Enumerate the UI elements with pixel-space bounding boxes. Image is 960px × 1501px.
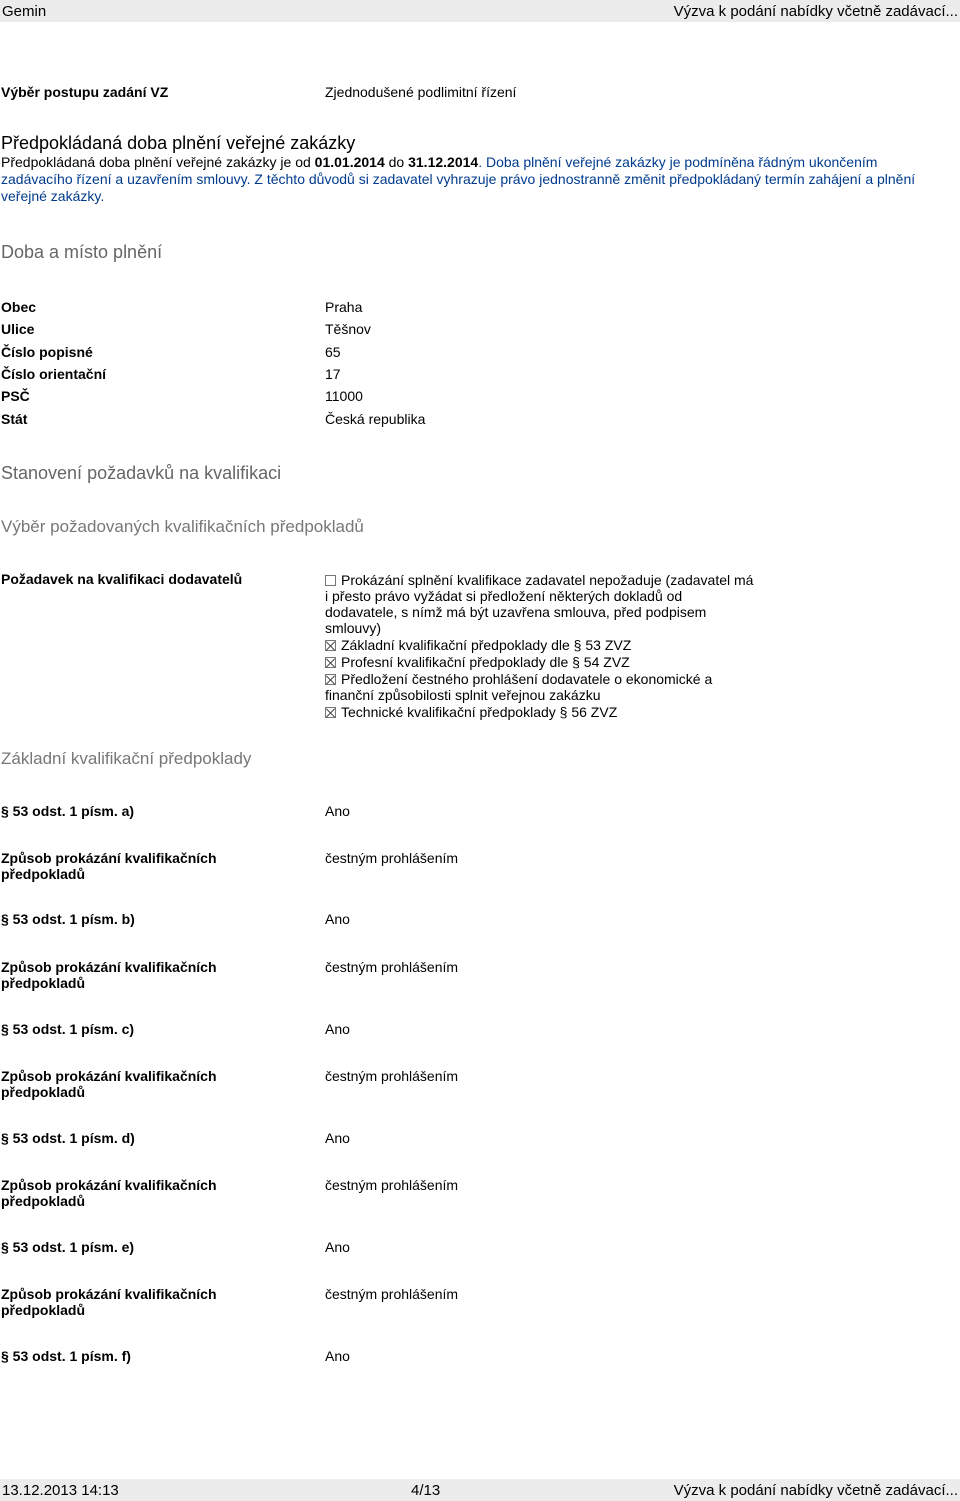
checkbox-unchecked-icon — [325, 575, 336, 586]
method-value-a: čestným prohlášením — [325, 850, 459, 866]
basic-label-f: § 53 odst. 1 písm. f) — [1, 1348, 131, 1364]
duration-text-b: do — [384, 154, 409, 170]
method-label-e: Způsob prokázání kvalifikačních předpokladů — [1, 1286, 217, 1318]
place-label-psc: PSČ — [1, 388, 30, 404]
basic-value-e: Ano — [325, 1239, 350, 1255]
header-left: Gemin — [2, 2, 47, 20]
method-value-c: čestným prohlášením — [325, 1068, 459, 1084]
basic-label-d: § 53 odst. 1 písm. d) — [1, 1130, 135, 1146]
footer-timestamp: 13.12.2013 14:13 — [2, 1481, 119, 1499]
duration-text-c: . Doba plnění veřejné zakázky je podmíněna řádným ukončením zadávacího řízení a uzavřením smlouvy. Z těchto důvodů si zadavatel vyhrazuje právo jednostranně změnit předpokládaný termín zahájení a plnění veřejné zakázky. — [1, 154, 916, 204]
check-item — [325, 572, 755, 636]
method-label-d: Způsob prokázání kvalifikačních předpokladů — [1, 1177, 217, 1209]
basic-value-d: Ano — [325, 1130, 350, 1146]
date-to: 31.12.2014 — [408, 154, 479, 170]
place-label-obec: Obec — [1, 299, 37, 315]
basic-value-c: Ano — [325, 1021, 350, 1037]
basic-label-a: § 53 odst. 1 písm. a) — [1, 803, 135, 819]
duration-text — [1, 154, 951, 205]
duration-heading: Předpokládaná doba plnění veřejné zakázky — [1, 133, 356, 153]
basic-value-b: Ano — [325, 911, 350, 927]
checkbox-checked-icon — [325, 674, 336, 685]
place-value-orientacni: 17 — [325, 366, 341, 382]
check-item-text: Technické kvalifikační předpoklady § 56 ZVZ — [341, 704, 618, 720]
procedure-label: Výběr postupu zadání VZ — [1, 84, 169, 100]
place-heading: Doba a místo plnění — [1, 242, 163, 262]
page-footer — [0, 1479, 960, 1501]
page-header — [0, 0, 960, 22]
check-item-text: Předložení čestného prohlášení dodavatele o ekonomické a finanční způsobilosti splnit veřejnou zakázku — [325, 671, 713, 703]
check-item — [325, 637, 755, 653]
page-number: 4/13 — [411, 1481, 441, 1499]
check-item — [325, 704, 755, 720]
check-item — [325, 654, 755, 670]
place-value-obec: Praha — [325, 299, 363, 315]
basic-value-f: Ano — [325, 1348, 350, 1364]
qualification-subheading: Výběr požadovaných kvalifikačních předpokladů — [1, 517, 364, 536]
method-label-a: Způsob prokázání kvalifikačních předpokladů — [1, 850, 217, 882]
checkbox-checked-icon — [325, 640, 336, 651]
checkbox-checked-icon — [325, 657, 336, 668]
check-item-text: Prokázání splnění kvalifikace zadavatel nepožaduje (zadavatel má i přesto právo vyžádat si předložení některých dokladů od dodavatele, s nímž má být uzavřena smlouva, před podpisem smlouvy) — [325, 572, 754, 636]
method-value-d: čestným prohlášením — [325, 1177, 459, 1193]
check-item-text: Profesní kvalifikační předpoklady dle § 54 ZVZ — [341, 654, 630, 670]
method-value-b: čestným prohlášením — [325, 959, 459, 975]
place-label-popisne: Číslo popisné — [1, 344, 93, 360]
duration-text-a: Předpokládaná doba plnění veřejné zakázky je od — [1, 154, 315, 170]
checkbox-checked-icon — [325, 707, 336, 718]
place-label-orientacni: Číslo orientační — [1, 366, 107, 382]
method-value-e: čestným prohlášením — [325, 1286, 459, 1302]
method-label-c: Způsob prokázání kvalifikačních předpokladů — [1, 1068, 217, 1100]
basic-label-b: § 53 odst. 1 písm. b) — [1, 911, 135, 927]
place-label-ulice: Ulice — [1, 321, 35, 337]
place-value-psc: 11000 — [325, 388, 363, 404]
place-value-popisne: 65 — [325, 344, 341, 360]
qualification-heading: Stanovení požadavků na kvalifikaci — [1, 463, 282, 483]
date-from: 01.01.2014 — [314, 154, 385, 170]
basic-heading: Základní kvalifikační předpoklady — [1, 749, 252, 768]
procedure-value: Zjednodušené podlimitní řízení — [325, 84, 517, 100]
requirement-label: Požadavek na kvalifikaci dodavatelů — [1, 571, 243, 587]
footer-right: Výzva k podání nabídky včetně zadávací... — [673, 1481, 958, 1499]
header-right: Výzva k podání nabídky včetně zadávací... — [673, 2, 958, 20]
place-value-ulice: Těšnov — [325, 321, 371, 337]
basic-label-c: § 53 odst. 1 písm. c) — [1, 1021, 135, 1037]
method-label-b: Způsob prokázání kvalifikačních předpokladů — [1, 959, 217, 991]
check-item — [325, 671, 755, 703]
basic-label-e: § 53 odst. 1 písm. e) — [1, 1239, 135, 1255]
requirement-checklist — [325, 572, 755, 721]
place-label-stat: Stát — [1, 411, 28, 427]
place-value-stat: Česká republika — [325, 411, 426, 427]
check-item-text: Základní kvalifikační předpoklady dle § 53 ZVZ — [341, 637, 632, 653]
basic-value-a: Ano — [325, 803, 350, 819]
